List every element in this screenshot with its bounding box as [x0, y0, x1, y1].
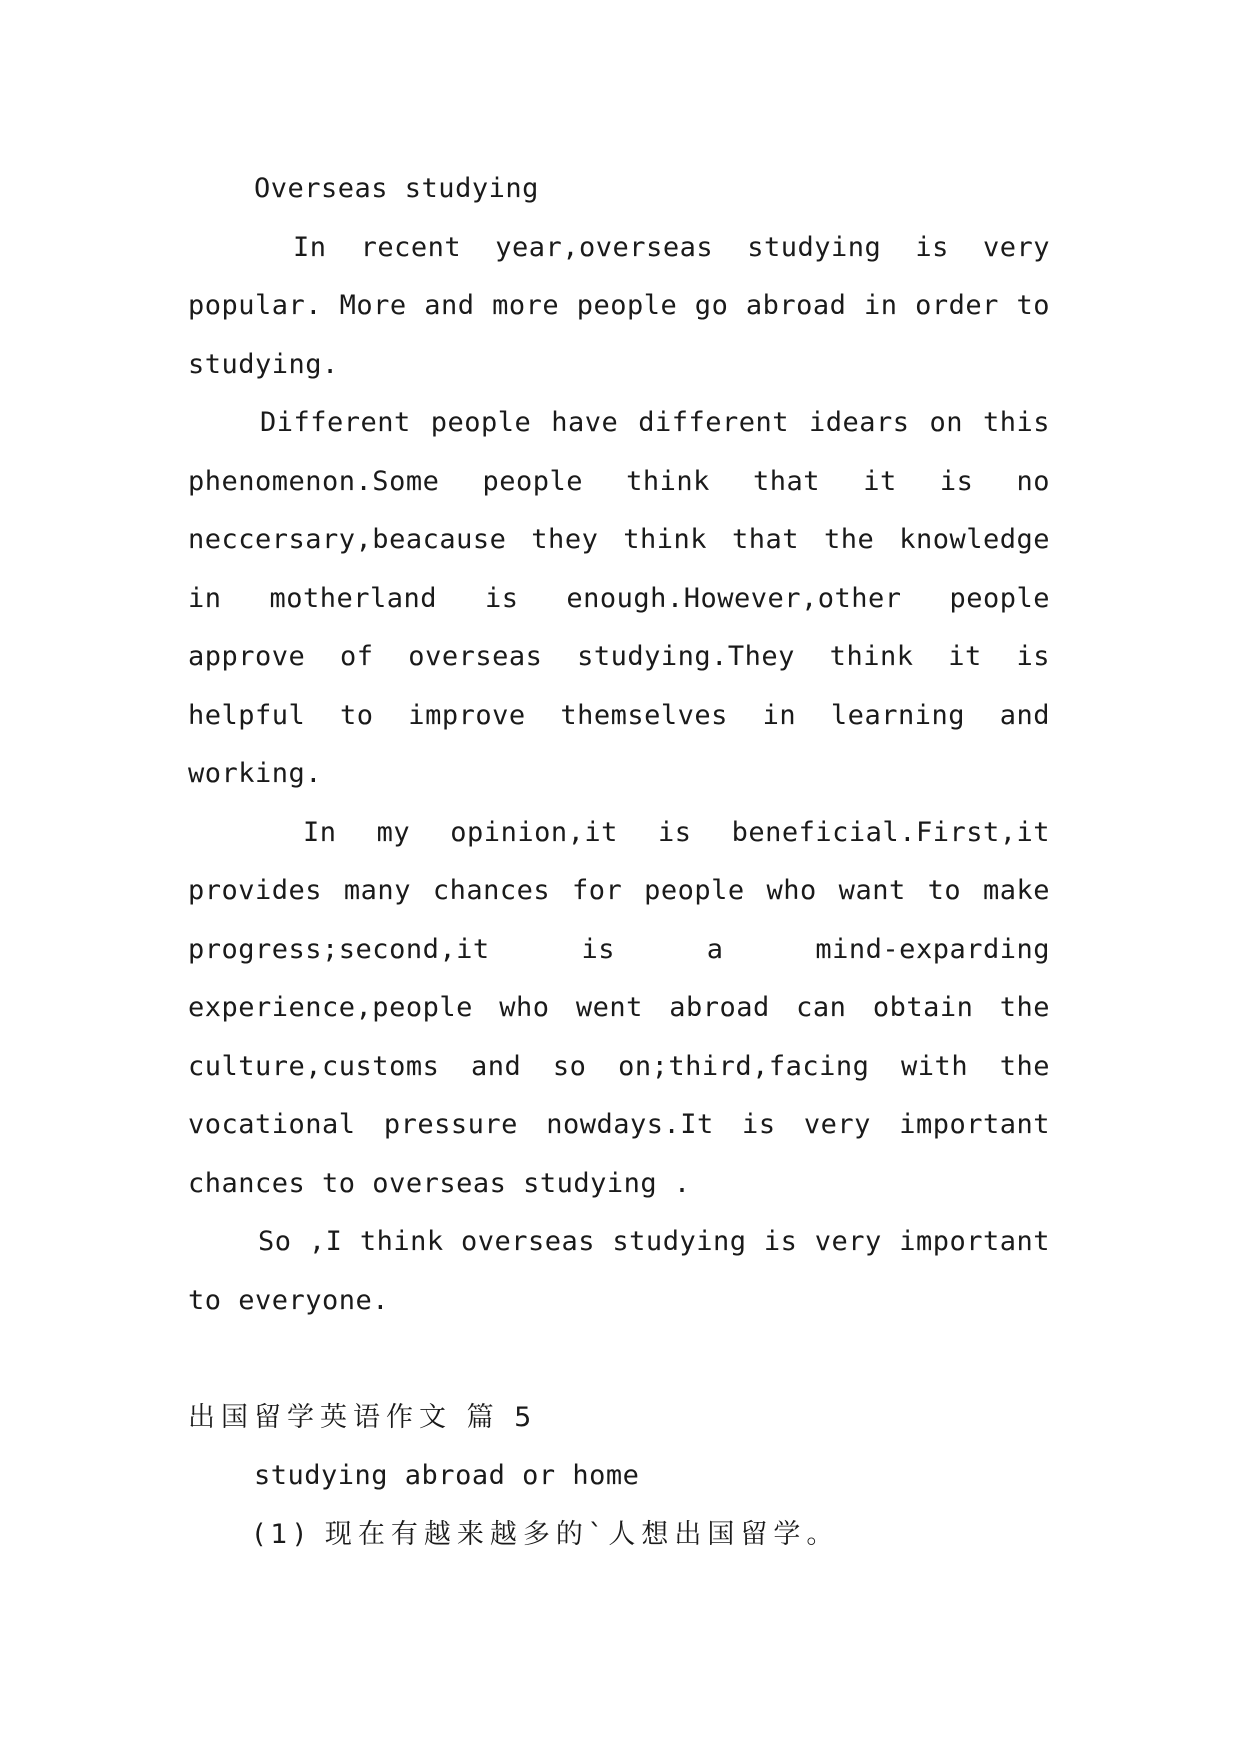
text-line: working. — [188, 758, 323, 789]
document-body — [188, 160, 1050, 1564]
text-line: Different people have different idears on this — [260, 407, 1050, 438]
section-item-1: (1) 现在有越来越多的`人想出国留学。 — [254, 1518, 840, 1550]
text-line: to everyone. — [188, 1284, 390, 1316]
text-line: So ,I think overseas studying is very important — [258, 1226, 1050, 1257]
essay-title: Overseas studying — [254, 173, 539, 204]
paragraph-2 — [188, 394, 1050, 804]
text-line: chances to overseas studying . — [188, 1167, 691, 1199]
text-line: approve of overseas studying.They think it is — [188, 641, 1050, 672]
text-line: In my opinion,it is beneficial.First,it — [303, 816, 1050, 848]
paragraph-1 — [188, 219, 1050, 395]
text-line: vocational pressure nowdays.It is very important — [188, 1109, 1050, 1140]
text-line: helpful to improve themselves in learning and — [188, 699, 1050, 731]
section-heading: 出国留学英语作文 篇 5 — [188, 1401, 538, 1433]
text-line: culture,customs and so on;third,facing with the — [188, 1050, 1050, 1082]
section-spacer — [188, 1330, 1050, 1389]
section-subtitle: studying abroad or home — [254, 1460, 640, 1491]
text-line: In recent year,overseas studying is very — [293, 231, 1050, 263]
text-line: in motherland is enough.However,other people — [188, 582, 1050, 614]
text-line: experience,people who went abroad can obtain the — [188, 992, 1050, 1023]
text-line: phenomenon.Some people think that it is no — [188, 465, 1050, 497]
paragraph-3 — [188, 804, 1050, 1214]
text-line: popular. More and more people go abroad in order to — [188, 290, 1050, 321]
text-line: progress;second,it is a mind-exparding — [188, 933, 1050, 965]
paragraph-4 — [188, 1213, 1050, 1330]
text-line: studying. — [188, 348, 339, 380]
text-line: neccersary,beacause they think that the knowledge — [188, 524, 1050, 555]
text-line: provides many chances for people who want to make — [188, 875, 1050, 906]
